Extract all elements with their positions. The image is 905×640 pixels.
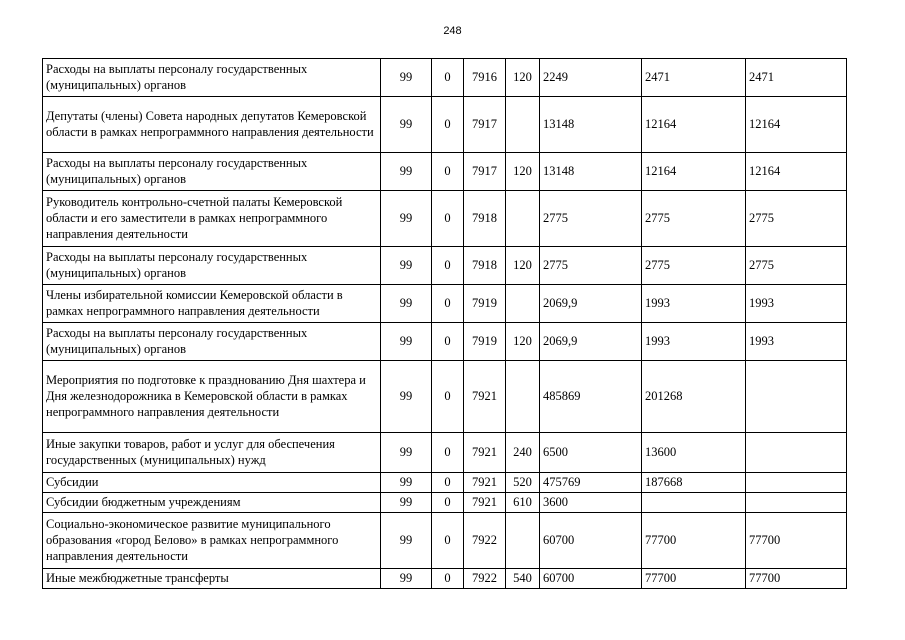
section-code-cell: 99: [381, 285, 432, 323]
article-code-cell: 7919: [464, 323, 506, 361]
table-row: [43, 493, 847, 513]
table-row: [43, 97, 847, 153]
row-name-cell: Социально-экономическое развитие муниципального образования «город Белово» в рамках непрограммного направления деятельности: [43, 513, 381, 569]
expense-type-cell: 120: [506, 153, 540, 191]
subsection-code-cell: 0: [432, 247, 464, 285]
year2-amount-cell: 2471: [642, 59, 746, 97]
year1-amount-cell: 2249: [540, 59, 642, 97]
row-name-cell: Руководитель контрольно-счетной палаты Кемеровской области и его заместители в рамках непрограммного направления деятельности: [43, 191, 381, 247]
table-row: [43, 59, 847, 97]
year3-amount-cell: 12164: [746, 153, 847, 191]
year1-amount-cell: 13148: [540, 153, 642, 191]
section-code-cell: 99: [381, 473, 432, 493]
expense-type-cell: [506, 361, 540, 433]
year1-amount-cell: 2775: [540, 191, 642, 247]
article-code-cell: 7918: [464, 191, 506, 247]
section-code-cell: 99: [381, 97, 432, 153]
row-name-cell: Расходы на выплаты персоналу государственных (муниципальных) органов: [43, 59, 381, 97]
year3-amount-cell: 1993: [746, 323, 847, 361]
year1-amount-cell: 60700: [540, 569, 642, 589]
row-name-cell: Иные закупки товаров, работ и услуг для обеспечения государственных (муниципальных) нужд: [43, 433, 381, 473]
year2-amount-cell: 187668: [642, 473, 746, 493]
article-code-cell: 7916: [464, 59, 506, 97]
article-code-cell: 7921: [464, 493, 506, 513]
year3-amount-cell: 77700: [746, 569, 847, 589]
section-code-cell: 99: [381, 361, 432, 433]
row-name-cell: Мероприятия по подготовке к празднованию Дня шахтера и Дня железнодорожника в Кемеровской области в рамках непрограммного направления деятельности: [43, 361, 381, 433]
expense-type-cell: [506, 191, 540, 247]
year3-amount-cell: [746, 361, 847, 433]
expense-type-cell: 120: [506, 247, 540, 285]
year2-amount-cell: 1993: [642, 285, 746, 323]
article-code-cell: 7921: [464, 433, 506, 473]
section-code-cell: 99: [381, 323, 432, 361]
subsection-code-cell: 0: [432, 493, 464, 513]
year2-amount-cell: 1993: [642, 323, 746, 361]
year2-amount-cell: 2775: [642, 191, 746, 247]
subsection-code-cell: 0: [432, 191, 464, 247]
year3-amount-cell: 2775: [746, 247, 847, 285]
table-row: [43, 191, 847, 247]
year3-amount-cell: [746, 473, 847, 493]
table-row: [43, 473, 847, 493]
subsection-code-cell: 0: [432, 285, 464, 323]
table-row: [43, 247, 847, 285]
section-code-cell: 99: [381, 513, 432, 569]
row-name-cell: Иные межбюджетные трансферты: [43, 569, 381, 589]
subsection-code-cell: 0: [432, 433, 464, 473]
subsection-code-cell: 0: [432, 97, 464, 153]
year3-amount-cell: 1993: [746, 285, 847, 323]
year2-amount-cell: 77700: [642, 513, 746, 569]
expense-type-cell: 610: [506, 493, 540, 513]
article-code-cell: 7918: [464, 247, 506, 285]
article-code-cell: 7917: [464, 97, 506, 153]
year2-amount-cell: 12164: [642, 153, 746, 191]
article-code-cell: 7922: [464, 513, 506, 569]
year3-amount-cell: [746, 433, 847, 473]
expense-type-cell: 520: [506, 473, 540, 493]
row-name-cell: Расходы на выплаты персоналу государственных (муниципальных) органов: [43, 323, 381, 361]
section-code-cell: 99: [381, 59, 432, 97]
year2-amount-cell: 13600: [642, 433, 746, 473]
article-code-cell: 7917: [464, 153, 506, 191]
table-row: [43, 433, 847, 473]
article-code-cell: 7921: [464, 361, 506, 433]
subsection-code-cell: 0: [432, 513, 464, 569]
expense-type-cell: 120: [506, 59, 540, 97]
row-name-cell: Члены избирательной комиссии Кемеровской области в рамках непрограммного направления деятельности: [43, 285, 381, 323]
article-code-cell: 7919: [464, 285, 506, 323]
year1-amount-cell: 60700: [540, 513, 642, 569]
expense-type-cell: 540: [506, 569, 540, 589]
year1-amount-cell: 485869: [540, 361, 642, 433]
year3-amount-cell: 2775: [746, 191, 847, 247]
article-code-cell: 7921: [464, 473, 506, 493]
subsection-code-cell: 0: [432, 153, 464, 191]
row-name-cell: Субсидии бюджетным учреждениям: [43, 493, 381, 513]
year1-amount-cell: 475769: [540, 473, 642, 493]
year1-amount-cell: 3600: [540, 493, 642, 513]
row-name-cell: Депутаты (члены) Совета народных депутатов Кемеровской области в рамках непрограммного направления деятельности: [43, 97, 381, 153]
table-row: [43, 285, 847, 323]
year1-amount-cell: 2775: [540, 247, 642, 285]
section-code-cell: 99: [381, 493, 432, 513]
year2-amount-cell: 12164: [642, 97, 746, 153]
year2-amount-cell: [642, 493, 746, 513]
subsection-code-cell: 0: [432, 59, 464, 97]
section-code-cell: 99: [381, 191, 432, 247]
budget-table: [42, 58, 847, 589]
year3-amount-cell: 77700: [746, 513, 847, 569]
table-row: [43, 513, 847, 569]
expense-type-cell: 240: [506, 433, 540, 473]
year2-amount-cell: 2775: [642, 247, 746, 285]
year3-amount-cell: [746, 493, 847, 513]
row-name-cell: Расходы на выплаты персоналу государственных (муниципальных) органов: [43, 153, 381, 191]
year3-amount-cell: 12164: [746, 97, 847, 153]
page-number: 248: [443, 25, 462, 37]
year1-amount-cell: 6500: [540, 433, 642, 473]
year1-amount-cell: 13148: [540, 97, 642, 153]
table-row: [43, 323, 847, 361]
expense-type-cell: [506, 285, 540, 323]
expense-type-cell: 120: [506, 323, 540, 361]
year2-amount-cell: 201268: [642, 361, 746, 433]
section-code-cell: 99: [381, 433, 432, 473]
subsection-code-cell: 0: [432, 473, 464, 493]
section-code-cell: 99: [381, 569, 432, 589]
row-name-cell: Субсидии: [43, 473, 381, 493]
section-code-cell: 99: [381, 153, 432, 191]
subsection-code-cell: 0: [432, 323, 464, 361]
table-row: [43, 569, 847, 589]
year1-amount-cell: 2069,9: [540, 323, 642, 361]
table-row: [43, 361, 847, 433]
year1-amount-cell: 2069,9: [540, 285, 642, 323]
subsection-code-cell: 0: [432, 569, 464, 589]
expense-type-cell: [506, 513, 540, 569]
subsection-code-cell: 0: [432, 361, 464, 433]
year2-amount-cell: 77700: [642, 569, 746, 589]
table-row: [43, 153, 847, 191]
budget-table-body: [43, 59, 847, 589]
expense-type-cell: [506, 97, 540, 153]
article-code-cell: 7922: [464, 569, 506, 589]
row-name-cell: Расходы на выплаты персоналу государственных (муниципальных) органов: [43, 247, 381, 285]
year3-amount-cell: 2471: [746, 59, 847, 97]
section-code-cell: 99: [381, 247, 432, 285]
